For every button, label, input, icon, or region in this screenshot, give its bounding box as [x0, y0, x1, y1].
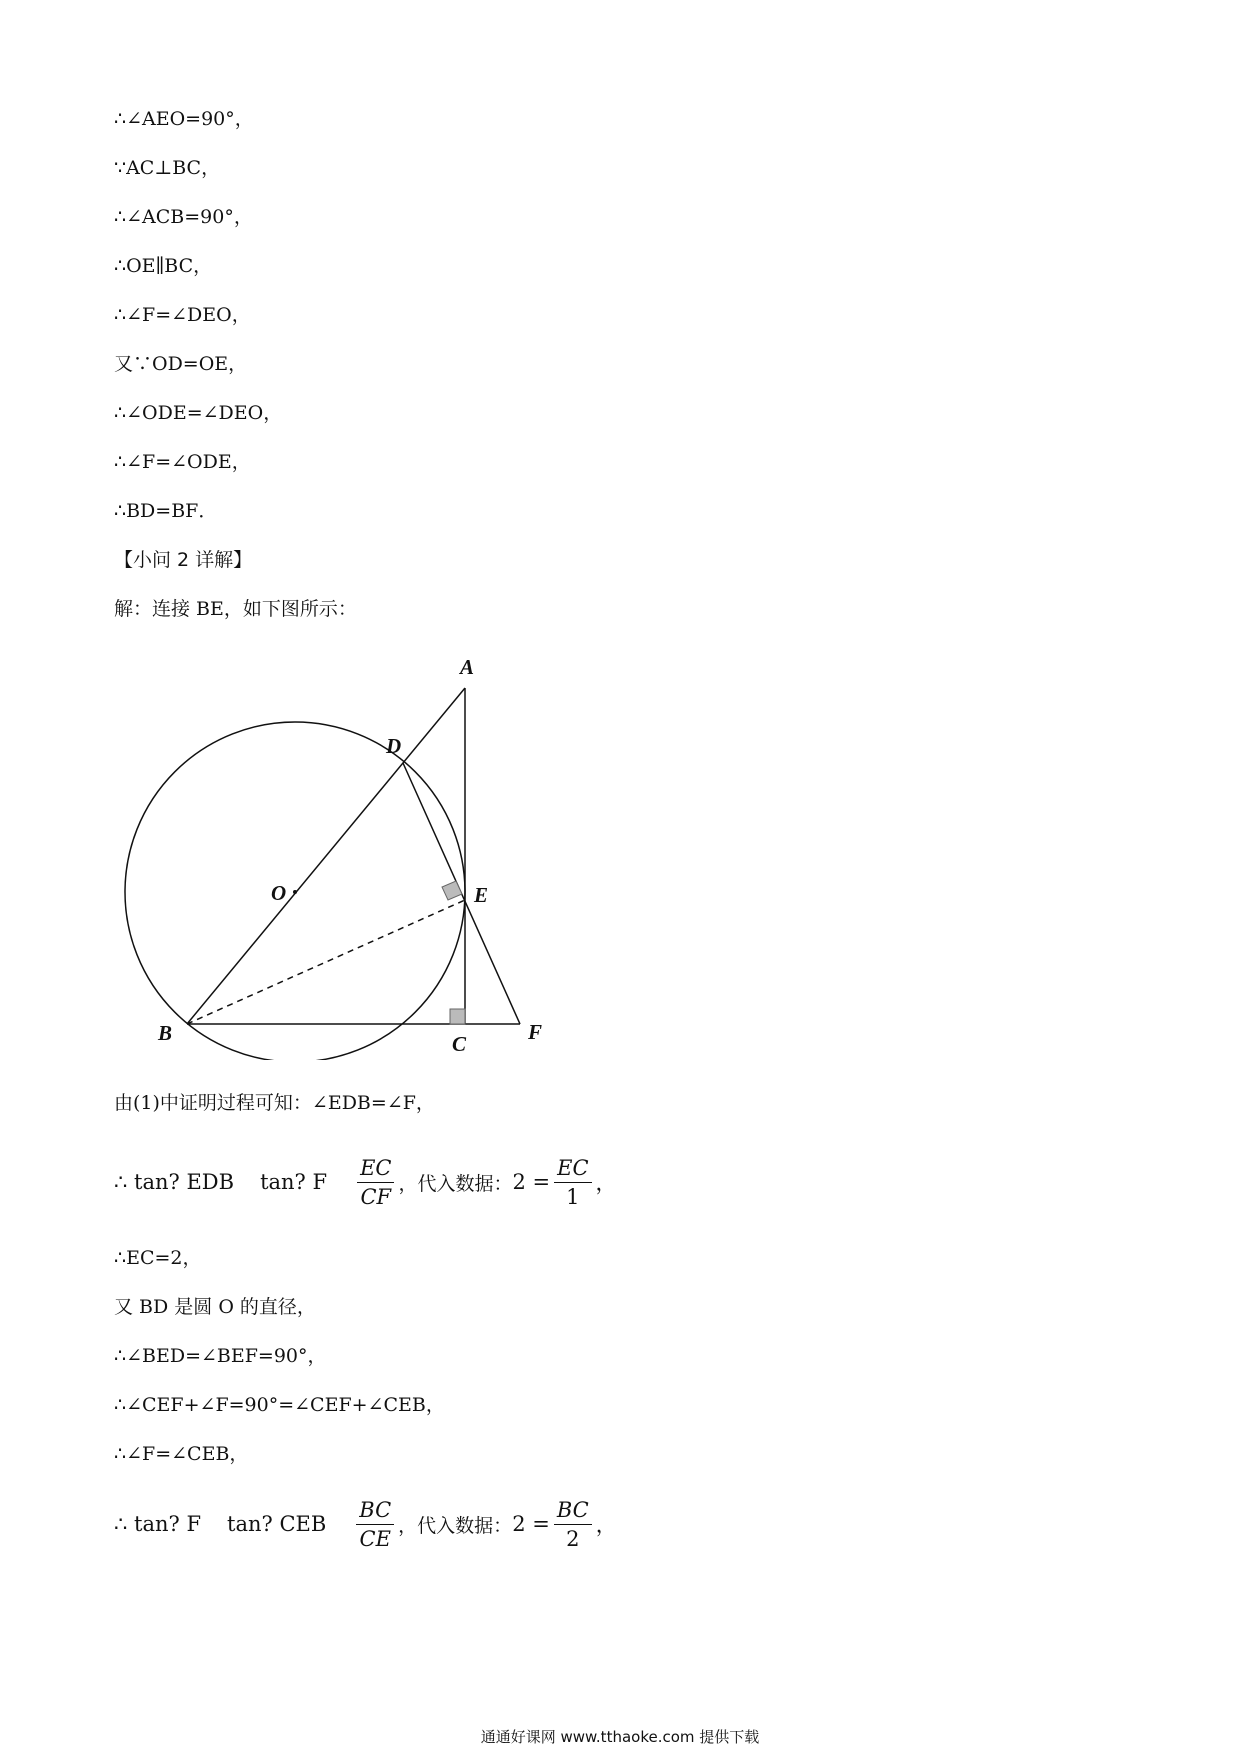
label-o: O — [271, 881, 287, 905]
label-f: F — [528, 1020, 543, 1044]
proof-line-2: ∵AC⊥BC， — [114, 157, 221, 179]
point-o — [293, 890, 297, 894]
eq1-val-den: 1 — [566, 1184, 580, 1209]
proof-line-4: ∴OE∥BC， — [114, 255, 213, 277]
eq1-fraction — [357, 1154, 394, 1211]
right-angle-e — [442, 881, 462, 900]
proof-line-7: ∴∠ODE=∠DEO， — [114, 402, 283, 424]
geometry-figure — [110, 640, 580, 1060]
label-a: A — [460, 655, 475, 679]
proof2-line-2: 又 BD 是圆 O 的直径， — [114, 1296, 316, 1318]
eq1-value-fraction — [554, 1154, 591, 1211]
eq2-value-fraction — [554, 1496, 592, 1553]
segment-ba — [187, 688, 465, 1024]
step-from-part1: 由(1)中证明过程可知：∠EDB=∠F， — [114, 1092, 435, 1114]
eq2-val-den: 2 — [566, 1526, 580, 1551]
eq1-lhs: 2 = — [512, 1170, 551, 1194]
eq1-middle: tan? F — [260, 1170, 328, 1194]
proof2-line-4: ∴∠CEF+∠F=90°=∠CEF+∠CEB， — [114, 1394, 445, 1416]
eq1-frac-den: CF — [360, 1184, 392, 1209]
label-c: C — [452, 1032, 467, 1056]
section-heading: 【小问 2 详解】 — [114, 549, 253, 571]
eq2-frac-den: CE — [359, 1526, 391, 1551]
segment-be-dashed — [187, 900, 465, 1024]
proof2-line-1: ∴EC=2， — [114, 1247, 202, 1269]
eq1-val-num: EC — [554, 1154, 591, 1183]
eq1-frac-num: EC — [357, 1154, 394, 1183]
eq2-tail: ， — [595, 1513, 617, 1537]
eq2-prefix: ∴ tan? F — [114, 1512, 202, 1536]
label-d: D — [386, 734, 402, 758]
eq2-fraction — [356, 1496, 394, 1553]
eq2-middle: tan? CEB — [227, 1512, 327, 1536]
right-angle-c — [450, 1009, 465, 1024]
equation-2 — [114, 1489, 617, 1559]
proof2-line-3: ∴∠BED=∠BEF=90°， — [114, 1345, 327, 1367]
eq2-lhs: 2 = — [512, 1512, 550, 1536]
eq1-prefix: ∴ tan? EDB — [114, 1170, 235, 1194]
proof-line-5: ∴∠F=∠DEO， — [114, 304, 251, 326]
proof-line-3: ∴∠ACB=90°， — [114, 206, 253, 228]
proof-line-1: ∴∠AEO=90°， — [114, 108, 254, 130]
equation-1 — [114, 1147, 617, 1217]
eq1-tail: ， — [595, 1171, 617, 1195]
eq1-substitute: ，代入数据： — [398, 1172, 513, 1195]
label-e: E — [474, 883, 489, 907]
intro-line: 解：连接 BE，如下图所示： — [114, 598, 357, 620]
label-b: B — [158, 1021, 173, 1045]
proof-line-9: ∴BD=BF． — [114, 500, 218, 522]
eq2-val-num: BC — [554, 1496, 592, 1525]
eq2-frac-num: BC — [356, 1496, 394, 1525]
footer-text: 通通好课网 www.tthaoke.com 提供下载 — [480, 1728, 760, 1746]
proof-line-8: ∴∠F=∠ODE， — [114, 451, 251, 473]
proof2-line-5: ∴∠F=∠CEB， — [114, 1443, 249, 1465]
proof-line-6: 又∵OD=OE， — [114, 353, 248, 375]
eq2-substitute: ，代入数据： — [398, 1514, 513, 1537]
